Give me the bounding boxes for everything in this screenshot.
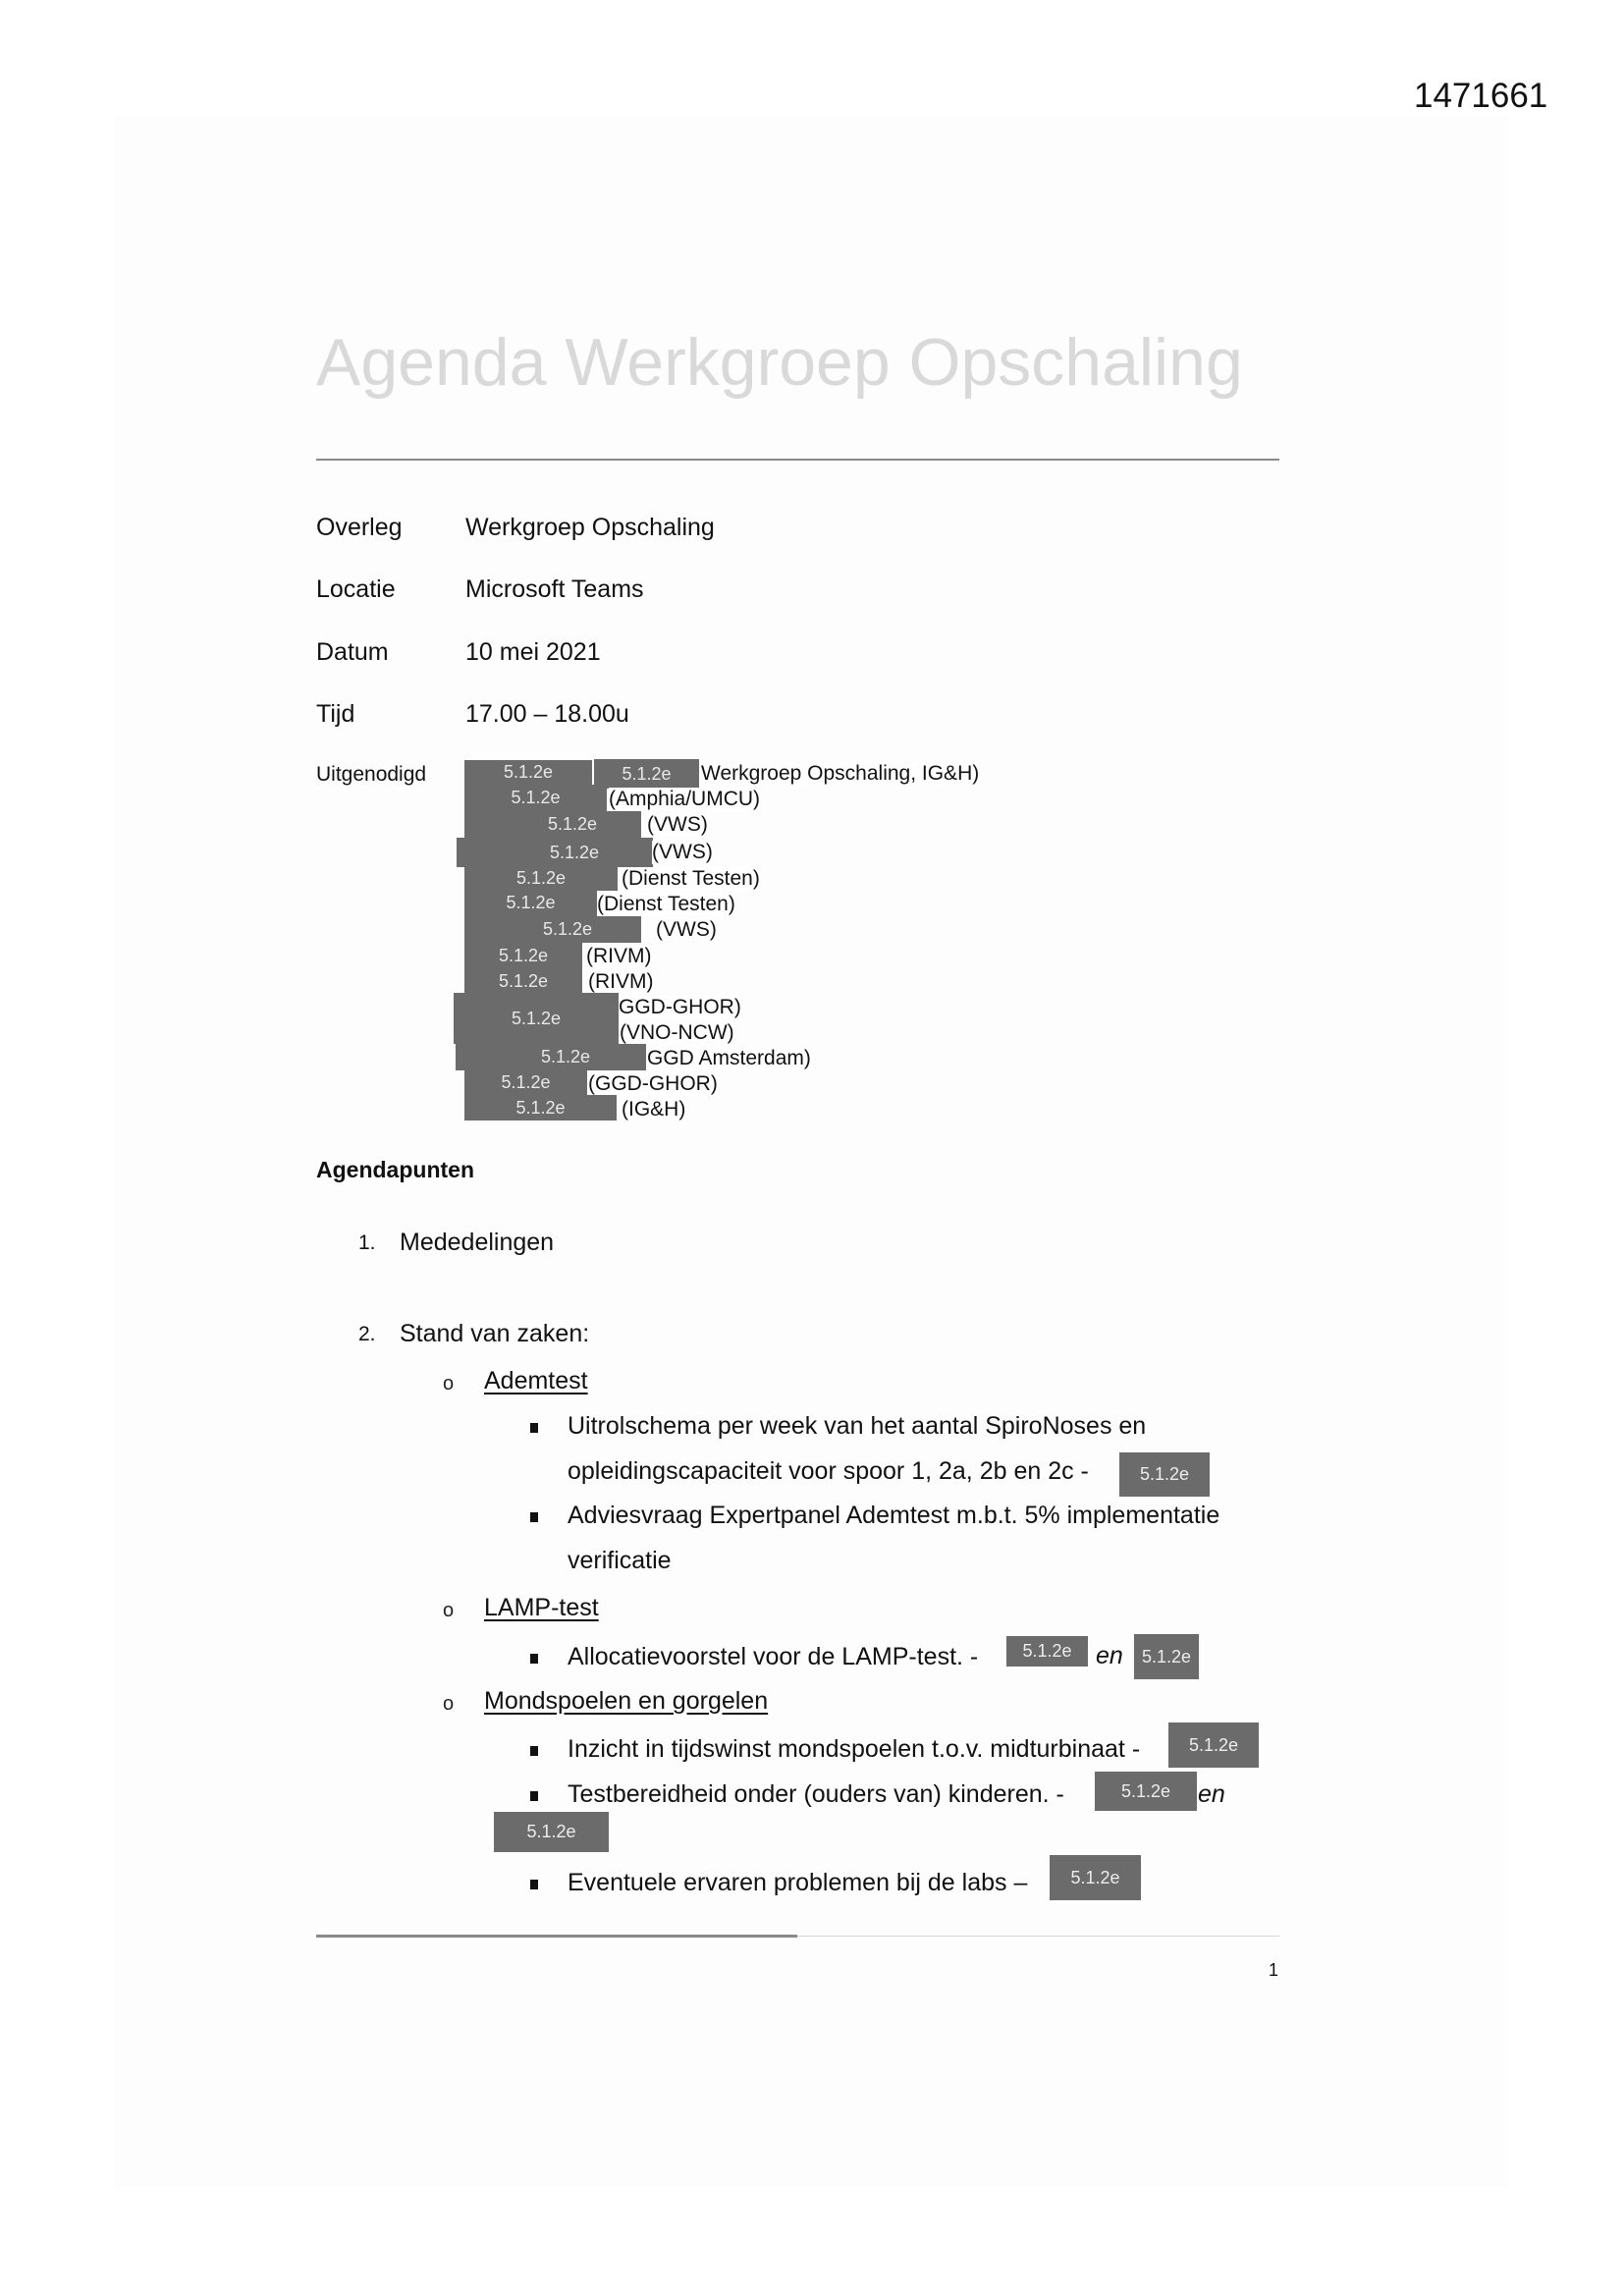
redaction-box: 5.1.2e — [1134, 1634, 1199, 1679]
redaction-box: 5.1.2e — [1006, 1636, 1088, 1667]
footer-divider-light — [797, 1936, 1279, 1937]
redaction-box: 5.1.2e — [464, 811, 641, 838]
meta-label-overleg: Overleg — [316, 514, 403, 541]
subitem-mondspoelen-en-gorgelen: Mondspoelen en gorgelen — [484, 1687, 769, 1715]
invitee-org: (GGD-GHOR) — [588, 1072, 718, 1095]
connector-text: en — [1198, 1780, 1225, 1808]
redaction-box: 5.1.2e — [464, 1070, 587, 1095]
bullet-text: Uitrolschema per week van het aantal SpiroNoses en — [568, 1412, 1147, 1440]
invitee-org: (VWS) — [647, 813, 708, 836]
bullet-text: Allocatievoorstel voor de LAMP-test. - — [568, 1643, 979, 1670]
redaction-box: 5.1.2e — [464, 1095, 617, 1121]
invitee-org: (RIVM) — [588, 970, 654, 993]
redaction-box: 5.1.2e — [494, 1812, 609, 1852]
footer-divider — [316, 1935, 797, 1938]
meta-value-datum: 10 mei 2021 — [465, 638, 601, 666]
redaction-box: 5.1.2e — [464, 916, 641, 943]
redaction-box: 5.1.2e — [457, 838, 653, 867]
agenda-item-number: 1. — [358, 1231, 376, 1254]
circle-bullet-icon: o — [443, 1693, 455, 1715]
bullet-text: Inzicht in tijdswinst mondspoelen t.o.v. midturbinaat - — [568, 1735, 1141, 1763]
invitee-org: (VNO-NCW) — [620, 1021, 734, 1044]
invitee-org: Werkgroep Opschaling, IG&H) — [701, 762, 980, 785]
subitem-ademtest: Ademtest — [484, 1367, 588, 1394]
redaction-box: 5.1.2e — [1119, 1452, 1210, 1497]
connector-text: en — [1096, 1642, 1123, 1669]
invitee-org: (IG&H) — [622, 1098, 686, 1121]
redaction-box: 5.1.2e — [456, 1044, 646, 1070]
invitee-org: GGD-GHOR) — [619, 996, 741, 1018]
redaction-box: 5.1.2e — [1095, 1772, 1197, 1811]
agenda-item-mededelingen: Mededelingen — [400, 1229, 555, 1256]
bullet-text: Testbereidheid onder (ouders van) kinderen. - — [568, 1780, 1064, 1808]
meta-value-overleg: Werkgroep Opschaling — [465, 514, 715, 541]
bullet-text: verificatie — [568, 1547, 672, 1574]
square-bullet-icon — [530, 1423, 538, 1433]
circle-bullet-icon: o — [443, 1600, 455, 1621]
square-bullet-icon — [530, 1746, 538, 1756]
redaction-box: 5.1.2e — [464, 865, 618, 891]
redaction-box: 5.1.2e — [464, 760, 592, 785]
square-bullet-icon — [530, 1654, 538, 1664]
invitee-org: (VWS) — [656, 918, 717, 941]
invitee-org: (RIVM) — [586, 945, 652, 967]
redaction-box: 5.1.2e — [1050, 1855, 1141, 1900]
square-bullet-icon — [530, 1512, 538, 1522]
agenda-item-number: 2. — [358, 1323, 376, 1345]
invitee-org: (Dienst Testen) — [622, 867, 760, 890]
invitee-org: (Dienst Testen) — [597, 893, 735, 915]
meta-value-locatie: Microsoft Teams — [465, 575, 644, 603]
invitee-org: GGD Amsterdam) — [647, 1047, 811, 1069]
redaction-box: 5.1.2e — [464, 890, 597, 916]
bullet-text: Adviesvraag Expertpanel Ademtest m.b.t. 5% implementatie — [568, 1502, 1220, 1529]
title-divider — [316, 459, 1279, 461]
subitem-lamp-test: LAMP-test — [484, 1594, 599, 1621]
invitees-label: Uitgenodigd — [316, 763, 427, 786]
square-bullet-icon — [530, 1880, 538, 1889]
agenda-item-stand-van-zaken: Stand van zaken: — [400, 1320, 590, 1347]
redaction-box: 5.1.2e — [594, 759, 699, 789]
page-title: Agenda Werkgroep Opschaling — [316, 325, 1243, 400]
meta-value-tijd: 17.00 – 18.00u — [465, 700, 629, 728]
meta-label-locatie: Locatie — [316, 575, 396, 603]
circle-bullet-icon: o — [443, 1373, 455, 1394]
redaction-box: 5.1.2e — [1168, 1722, 1259, 1768]
redaction-box: 5.1.2e — [464, 968, 582, 994]
invitee-org: (Amphia/UMCU) — [609, 788, 761, 810]
square-bullet-icon — [530, 1791, 538, 1801]
meta-label-datum: Datum — [316, 638, 389, 666]
bullet-text: opleidingscapaciteit voor spoor 1, 2a, 2b en 2c - — [568, 1457, 1089, 1485]
invitee-org: (VWS) — [652, 841, 713, 863]
document-id: 1471661 — [1414, 77, 1548, 115]
agenda-heading: Agendapunten — [316, 1157, 474, 1182]
redaction-box: 5.1.2e — [454, 993, 619, 1044]
page-number: 1 — [1269, 1960, 1279, 1980]
bullet-text: Eventuele ervaren problemen bij de labs – — [568, 1869, 1028, 1896]
redaction-box: 5.1.2e — [464, 943, 582, 968]
meta-label-tijd: Tijd — [316, 700, 355, 728]
redaction-box: 5.1.2e — [464, 785, 607, 811]
